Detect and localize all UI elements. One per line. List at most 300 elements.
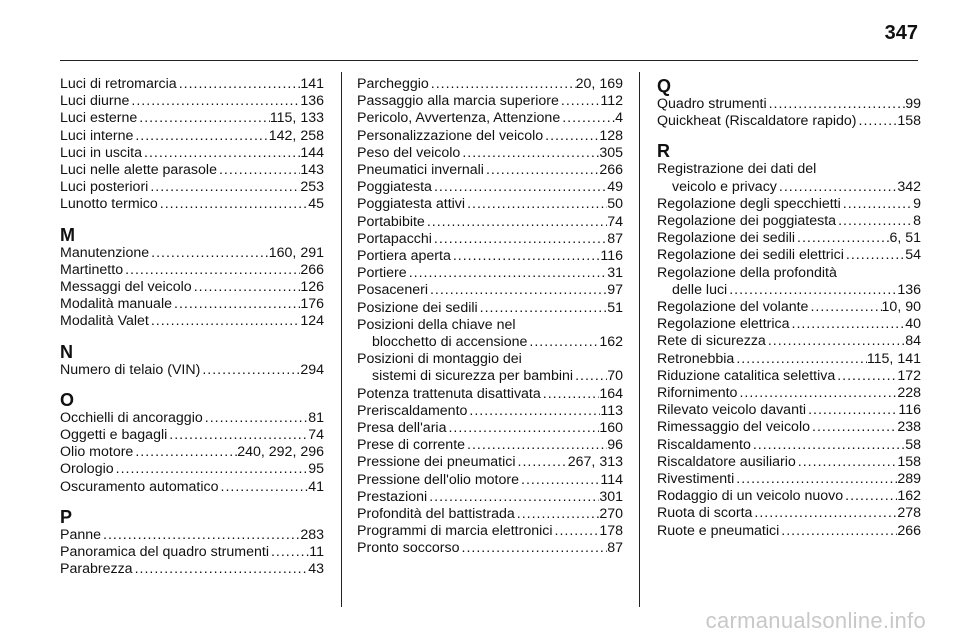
entry-pages: 87 bbox=[607, 540, 623, 557]
dot-leader bbox=[427, 489, 599, 506]
index-entry bbox=[60, 110, 324, 127]
entry-pages: 124 bbox=[300, 313, 324, 330]
entry-label: Regolazione dei sedili bbox=[657, 230, 796, 247]
index-entry bbox=[657, 454, 921, 471]
entry-label: Parabrezza bbox=[60, 561, 133, 578]
dot-leader bbox=[737, 385, 897, 402]
watermark: carmanualsonline.info bbox=[705, 608, 926, 633]
index-entry bbox=[357, 76, 623, 93]
entry-label: Personalizzazione del veicolo bbox=[357, 127, 544, 144]
index-section bbox=[657, 76, 921, 130]
entry-pages: 238 bbox=[897, 419, 921, 436]
index-entry bbox=[657, 230, 921, 247]
index-entry bbox=[657, 96, 921, 113]
index-entry bbox=[357, 420, 623, 437]
index-entry bbox=[357, 351, 623, 385]
index-entry bbox=[357, 179, 623, 196]
dot-leader bbox=[465, 196, 607, 213]
entry-pages: 342 bbox=[897, 178, 921, 195]
entry-pages: 141 bbox=[300, 76, 324, 92]
entry-label: Passaggio alla marcia superiore bbox=[357, 93, 559, 110]
index-entry bbox=[357, 403, 623, 420]
dot-leader bbox=[573, 368, 607, 385]
entry-label: Martinetto bbox=[60, 261, 124, 278]
entry-label: Presa dell'aria bbox=[357, 420, 447, 437]
entry-pages: 278 bbox=[897, 505, 921, 522]
index-entry bbox=[60, 76, 324, 93]
entry-label: Ruote e pneumatici bbox=[657, 522, 780, 539]
dot-leader bbox=[203, 410, 308, 427]
dot-leader bbox=[844, 247, 905, 264]
dot-leader bbox=[727, 282, 897, 299]
entry-pages: 50 bbox=[607, 196, 623, 213]
index-entry bbox=[657, 385, 921, 402]
entry-label: Luci posteriori bbox=[60, 179, 149, 196]
index-entry bbox=[357, 540, 623, 557]
entry-label: Messaggi del veicolo bbox=[60, 279, 192, 296]
index-entry bbox=[60, 410, 324, 427]
entry-label-continued: delle luci bbox=[672, 281, 728, 298]
entry-pages: 4 bbox=[615, 110, 623, 127]
entry-pages: 11 bbox=[309, 544, 324, 561]
entry-pages: 95 bbox=[308, 461, 324, 478]
index-entry bbox=[357, 110, 623, 127]
entry-label: Portiere bbox=[357, 265, 407, 282]
dot-leader bbox=[432, 179, 607, 196]
entry-pages: 51 bbox=[607, 299, 623, 316]
entry-label: Lunotto termico bbox=[60, 196, 158, 213]
dot-leader bbox=[519, 472, 600, 489]
entry-pages: 54 bbox=[905, 247, 921, 264]
index-entry bbox=[60, 444, 324, 461]
index-section bbox=[357, 76, 623, 558]
dot-leader bbox=[129, 93, 300, 110]
entry-label: Profondità del battistrada bbox=[357, 506, 515, 523]
dot-leader bbox=[149, 313, 300, 330]
dot-leader bbox=[177, 76, 301, 93]
entry-label: Pronto soccorso bbox=[357, 540, 460, 557]
entry-pages: 114 bbox=[600, 471, 623, 488]
index-section bbox=[657, 141, 921, 539]
dot-leader bbox=[806, 402, 898, 419]
index-entry bbox=[357, 506, 623, 523]
entry-pages: 9 bbox=[913, 195, 921, 212]
entry-pages: 31 bbox=[607, 265, 623, 282]
dot-leader bbox=[777, 179, 897, 196]
index-entry bbox=[60, 527, 324, 544]
index-entry bbox=[60, 544, 324, 561]
entry-label: Pressione dei pneumatici bbox=[357, 454, 516, 471]
dot-leader bbox=[219, 479, 309, 496]
index-entry bbox=[657, 247, 921, 264]
index-entry bbox=[657, 523, 921, 540]
entry-pages: 266 bbox=[599, 162, 623, 179]
index-entry bbox=[60, 461, 324, 478]
dot-leader bbox=[148, 179, 300, 196]
dot-leader bbox=[560, 110, 615, 127]
entry-label: Modalità manuale bbox=[60, 296, 172, 313]
index-entry bbox=[657, 333, 921, 350]
entry-label: Portabibite bbox=[357, 213, 425, 230]
dot-leader bbox=[767, 96, 906, 113]
entry-label: Occhielli di ancoraggio bbox=[60, 409, 203, 426]
entry-label: Luci in uscita bbox=[60, 144, 143, 161]
index-entry bbox=[60, 561, 324, 578]
dot-leader bbox=[425, 214, 607, 231]
entry-label: Riduzione catalitica selettiva bbox=[657, 367, 836, 384]
dot-leader bbox=[795, 230, 889, 247]
index-entry bbox=[657, 402, 921, 419]
index-entry bbox=[357, 214, 623, 231]
index-entry bbox=[357, 454, 623, 471]
dot-leader bbox=[543, 128, 599, 145]
index-entry bbox=[657, 471, 921, 488]
dot-leader bbox=[200, 362, 300, 379]
entry-pages: 81 bbox=[308, 409, 324, 426]
entry-label: Portapacchi bbox=[357, 230, 432, 247]
section-letter: O bbox=[60, 389, 75, 410]
index-section bbox=[60, 342, 324, 379]
entry-pages: 162 bbox=[897, 488, 921, 505]
entry-pages: 172 bbox=[897, 367, 921, 384]
dot-leader bbox=[142, 145, 300, 162]
entry-label: Portiera aperta bbox=[357, 248, 451, 265]
dot-leader bbox=[779, 523, 897, 540]
dot-leader bbox=[172, 296, 300, 313]
entry-pages: 126 bbox=[300, 279, 324, 296]
dot-leader bbox=[114, 461, 309, 478]
index-entry bbox=[657, 505, 921, 522]
dot-leader bbox=[101, 527, 300, 544]
entry-label: Quadro strumenti bbox=[657, 96, 767, 112]
index-entry bbox=[357, 196, 623, 213]
index-entry bbox=[657, 113, 921, 130]
entry-pages: 144 bbox=[300, 144, 324, 161]
entry-label: Luci esterne bbox=[60, 110, 138, 127]
entry-label: Rivestimenti bbox=[657, 471, 735, 488]
dot-leader bbox=[217, 162, 300, 179]
dot-leader bbox=[810, 419, 897, 436]
index-entry bbox=[60, 196, 324, 213]
entry-label: Luci di retromarcia bbox=[60, 76, 177, 92]
entry-pages: 115, 141 bbox=[866, 350, 921, 367]
entry-pages: 58 bbox=[905, 436, 921, 453]
entry-pages: 142, 258 bbox=[268, 127, 324, 144]
dot-leader bbox=[465, 437, 607, 454]
index-entry bbox=[357, 145, 623, 162]
index-entry bbox=[60, 145, 324, 162]
dot-leader bbox=[149, 245, 269, 262]
index-entry bbox=[357, 231, 623, 248]
entry-pages: 112 bbox=[600, 93, 623, 110]
entry-pages: 41 bbox=[308, 478, 324, 495]
entry-label: Riscaldamento bbox=[657, 436, 751, 453]
entry-label: Parcheggio bbox=[357, 76, 429, 92]
entry-pages: 136 bbox=[897, 281, 921, 298]
entry-pages: 143 bbox=[300, 162, 324, 179]
dot-leader bbox=[432, 231, 607, 248]
dot-leader bbox=[515, 506, 600, 523]
entry-label: Regolazione elettrica bbox=[657, 316, 790, 333]
entry-label: Manutenzione bbox=[60, 244, 150, 261]
entry-label: Regolazione degli specchietti bbox=[657, 195, 841, 212]
dot-leader bbox=[541, 386, 600, 403]
index-entry bbox=[657, 265, 921, 299]
index-entry bbox=[357, 162, 623, 179]
dot-leader bbox=[467, 403, 600, 420]
dot-leader bbox=[527, 334, 599, 351]
entry-pages: 87 bbox=[607, 230, 623, 247]
entry-pages: 162 bbox=[599, 334, 623, 351]
index-entry bbox=[60, 296, 324, 313]
page-number: 347 bbox=[884, 22, 918, 44]
dot-leader bbox=[137, 110, 270, 127]
entry-pages: 113 bbox=[600, 402, 623, 419]
dot-leader bbox=[734, 471, 897, 488]
entry-pages: 99 bbox=[905, 96, 921, 112]
entry-label: Poggiatesta attivi bbox=[357, 196, 466, 213]
entry-label: Panne bbox=[60, 526, 102, 543]
dot-leader bbox=[133, 444, 237, 461]
index-section bbox=[60, 225, 324, 331]
index-entry bbox=[60, 279, 324, 296]
entry-label: Modalità Valet bbox=[60, 313, 149, 330]
entry-pages: 96 bbox=[607, 437, 623, 454]
index-entry bbox=[357, 128, 623, 145]
entry-pages: 45 bbox=[308, 196, 324, 213]
entry-label: Luci interne bbox=[60, 127, 134, 144]
entry-pages: 74 bbox=[607, 213, 623, 230]
entry-label: Pneumatici invernali bbox=[357, 162, 484, 179]
index-entry bbox=[357, 265, 623, 282]
index-entry bbox=[357, 93, 623, 110]
entry-pages: 228 bbox=[897, 385, 921, 402]
entry-label: Retronebbia bbox=[657, 350, 735, 367]
dot-leader bbox=[752, 505, 897, 522]
entry-pages: 128 bbox=[599, 127, 623, 144]
dot-leader bbox=[451, 248, 601, 265]
entry-pages: 160, 291 bbox=[268, 244, 324, 261]
entry-label: Rilevato veicolo davanti bbox=[657, 402, 807, 419]
entry-label: Posaceneri bbox=[357, 282, 428, 299]
entry-label: Olio motore bbox=[60, 444, 134, 461]
dot-leader bbox=[857, 113, 898, 130]
entry-label: Rete di sicurezza bbox=[657, 333, 766, 350]
dot-leader bbox=[836, 213, 913, 230]
entry-pages: 253 bbox=[300, 179, 324, 196]
index-column-3 bbox=[657, 76, 921, 540]
dot-leader bbox=[429, 76, 576, 93]
entry-label: Potenza trattenuta disattivata bbox=[357, 385, 541, 402]
dot-leader bbox=[808, 299, 881, 316]
header-rule bbox=[60, 60, 918, 61]
index-entry bbox=[60, 162, 324, 179]
entry-label: Pericolo, Avvertenza, Attenzione bbox=[357, 110, 561, 127]
entry-label: Programmi di marcia elettronici bbox=[357, 523, 553, 540]
entry-pages: 97 bbox=[607, 282, 623, 299]
entry-label-continued: veicolo e privacy bbox=[672, 178, 777, 195]
dot-leader bbox=[766, 333, 905, 350]
dot-leader bbox=[428, 282, 607, 299]
entry-label: Peso del veicolo bbox=[357, 144, 461, 161]
index-section bbox=[60, 507, 324, 579]
index-entry bbox=[60, 427, 324, 444]
entry-label: Poggiatesta bbox=[357, 179, 432, 196]
index-entry bbox=[60, 93, 324, 110]
index-entry bbox=[60, 313, 324, 330]
entry-pages: 283 bbox=[300, 526, 324, 543]
entry-label: Quickheat (Riscaldatore rapido) bbox=[657, 113, 857, 130]
index-entry bbox=[357, 437, 623, 454]
entry-pages: 116 bbox=[600, 248, 623, 265]
entry-pages: 115, 133 bbox=[269, 110, 324, 127]
entry-label: Posizioni della chiave nel bbox=[357, 316, 516, 333]
entry-pages: 164 bbox=[599, 385, 623, 402]
entry-label: Prese di corrente bbox=[357, 437, 466, 454]
dot-leader bbox=[734, 351, 867, 368]
index-column-2 bbox=[357, 76, 623, 558]
dot-leader bbox=[192, 279, 301, 296]
index-section bbox=[60, 390, 324, 496]
index-entry bbox=[357, 282, 623, 299]
entry-label: Pressione dell'olio motore bbox=[357, 471, 520, 488]
index-entry bbox=[357, 317, 623, 351]
index-entry bbox=[357, 386, 623, 403]
entry-label: Posizione dei sedili bbox=[357, 299, 478, 316]
section-letter: N bbox=[60, 341, 73, 362]
entry-label: Regolazione della profondità bbox=[657, 264, 837, 281]
dot-leader bbox=[167, 427, 308, 444]
entry-pages: 178 bbox=[599, 523, 623, 540]
entry-label: Regolazione del volante bbox=[657, 299, 809, 316]
entry-pages: 20, 169 bbox=[575, 76, 623, 92]
entry-label: Oggetti e bagagli bbox=[60, 427, 168, 444]
entry-label: Regolazione dei sedili elettrici bbox=[657, 247, 844, 264]
entry-pages: 6, 51 bbox=[889, 230, 921, 247]
index-entry bbox=[60, 362, 324, 379]
entry-pages: 8 bbox=[913, 213, 921, 230]
entry-pages: 289 bbox=[897, 471, 921, 488]
dot-leader bbox=[843, 488, 897, 505]
entry-label: Panoramica del quadro strumenti bbox=[60, 544, 269, 561]
index-entry bbox=[657, 351, 921, 368]
dot-leader bbox=[133, 561, 309, 578]
entry-pages: 240, 292, 296 bbox=[237, 444, 324, 461]
dot-leader bbox=[446, 420, 599, 437]
column-divider-1 bbox=[341, 72, 342, 607]
dot-leader bbox=[460, 145, 599, 162]
index-entry bbox=[657, 419, 921, 436]
entry-label: Prestazioni bbox=[357, 488, 428, 505]
dot-leader bbox=[123, 262, 300, 279]
dot-leader bbox=[841, 196, 913, 213]
index-entry bbox=[357, 300, 623, 317]
index-entry bbox=[657, 437, 921, 454]
index-entry bbox=[657, 368, 921, 385]
column-divider-2 bbox=[639, 72, 640, 607]
entry-pages: 158 bbox=[897, 453, 921, 470]
entry-pages: 116 bbox=[898, 402, 921, 419]
section-letter: P bbox=[60, 506, 73, 527]
dot-leader bbox=[559, 93, 600, 110]
dot-leader bbox=[553, 523, 600, 540]
dot-leader bbox=[484, 162, 599, 179]
entry-pages: 136 bbox=[300, 93, 324, 110]
index-entry bbox=[60, 479, 324, 496]
entry-pages: 176 bbox=[300, 296, 324, 313]
dot-leader bbox=[407, 265, 608, 282]
entry-pages: 266 bbox=[300, 261, 324, 278]
index-column-1 bbox=[60, 76, 324, 578]
dot-leader bbox=[516, 454, 568, 471]
index-entry bbox=[657, 196, 921, 213]
dot-leader bbox=[835, 368, 897, 385]
entry-pages: 266 bbox=[897, 522, 921, 539]
index-entry bbox=[657, 316, 921, 333]
index-entry bbox=[657, 161, 921, 195]
entry-label: Orologio bbox=[60, 461, 114, 478]
entry-pages: 270 bbox=[599, 506, 623, 523]
entry-label: Regolazione dei poggiatesta bbox=[657, 213, 837, 230]
entry-pages: 49 bbox=[607, 179, 623, 196]
entry-pages: 74 bbox=[308, 427, 324, 444]
index-entry bbox=[357, 523, 623, 540]
entry-pages: 70 bbox=[607, 368, 623, 385]
entry-pages: 160 bbox=[599, 420, 623, 437]
index-entry bbox=[657, 299, 921, 316]
entry-label-continued: sistemi di sicurezza per bambini bbox=[372, 368, 574, 385]
entry-label: Preriscaldamento bbox=[357, 402, 468, 419]
index-entry bbox=[657, 213, 921, 230]
entry-pages: 43 bbox=[308, 561, 324, 578]
dot-leader bbox=[460, 540, 608, 557]
dot-leader bbox=[790, 316, 906, 333]
dot-leader bbox=[796, 454, 898, 471]
index-entry bbox=[60, 262, 324, 279]
entry-label: Riscaldatore ausiliario bbox=[657, 453, 796, 470]
entry-label: Rimessaggio del veicolo bbox=[657, 419, 810, 436]
entry-label: Posizioni di montaggio dei bbox=[357, 351, 522, 368]
entry-label: Rodaggio di un veicolo nuovo bbox=[657, 488, 844, 505]
entry-pages: 301 bbox=[599, 488, 623, 505]
entry-pages: 84 bbox=[905, 333, 921, 350]
entry-label: Luci diurne bbox=[60, 93, 130, 110]
index-entry bbox=[60, 128, 324, 145]
index-entry bbox=[357, 248, 623, 265]
dot-leader bbox=[158, 196, 308, 213]
dot-leader bbox=[133, 128, 268, 145]
entry-label: Ruota di scorta bbox=[657, 505, 753, 522]
index-entry bbox=[657, 488, 921, 505]
entry-pages: 294 bbox=[300, 361, 324, 378]
entry-pages: 10, 90 bbox=[881, 299, 921, 316]
entry-pages: 158 bbox=[897, 113, 921, 130]
entry-label-continued: blocchetto di accensione bbox=[372, 334, 528, 351]
index-entry bbox=[357, 489, 623, 506]
dot-leader bbox=[751, 437, 905, 454]
entry-pages: 305 bbox=[599, 144, 623, 161]
entry-label: Registrazione dei dati del bbox=[657, 161, 817, 178]
entry-label: Rifornimento bbox=[657, 385, 738, 402]
entry-pages: 267, 313 bbox=[567, 454, 623, 471]
dot-leader bbox=[269, 544, 309, 561]
entry-label: Numero di telaio (VIN) bbox=[60, 361, 201, 378]
entry-pages: 40 bbox=[905, 316, 921, 333]
entry-label: Oscuramento automatico bbox=[60, 478, 219, 495]
section-letter: M bbox=[60, 224, 75, 245]
section-letter: Q bbox=[657, 76, 672, 96]
index-section bbox=[60, 76, 324, 214]
